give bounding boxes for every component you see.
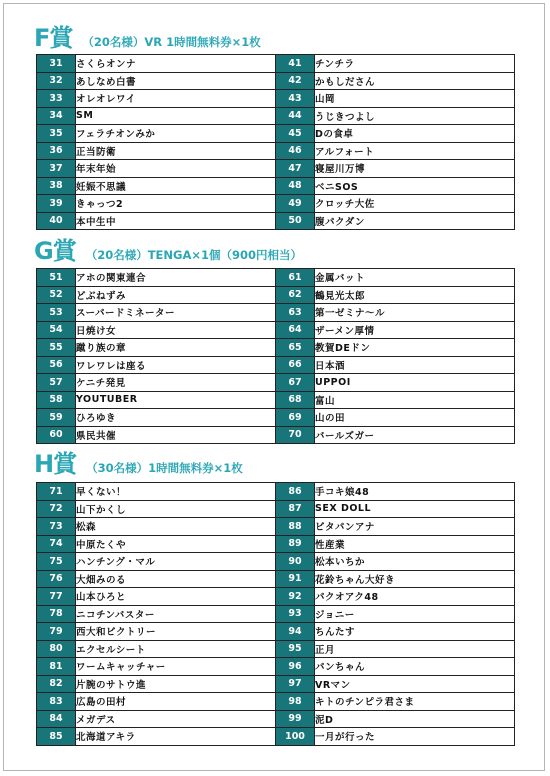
- table-row: [37, 125, 515, 143]
- entry-name: スーパードミネーター: [76, 304, 276, 322]
- entry-number: 54: [37, 321, 76, 339]
- entry-number: 51: [37, 269, 76, 287]
- entry-name: 腹パクダン: [315, 212, 515, 230]
- table-row: [37, 55, 515, 73]
- entry-name: 北海道アキラ: [76, 728, 276, 746]
- table-row: [37, 658, 515, 676]
- entry-name: 一月が行った: [315, 728, 515, 746]
- entry-number: 33: [37, 90, 76, 108]
- table-row: [37, 675, 515, 693]
- entry-name: VRマン: [315, 675, 515, 693]
- entry-number: 90: [276, 553, 315, 571]
- entry-number: 57: [37, 374, 76, 392]
- entry-name: 早くない！: [76, 483, 276, 501]
- entry-name: ひろゆき: [76, 409, 276, 427]
- entry-number: 97: [276, 675, 315, 693]
- table-row: [37, 286, 515, 304]
- table-row: [37, 409, 515, 427]
- entry-number: 71: [37, 483, 76, 501]
- entry-name: かもしださん: [315, 72, 515, 90]
- entry-number: 53: [37, 304, 76, 322]
- table-row: [37, 212, 515, 230]
- entry-number: 93: [276, 605, 315, 623]
- table-row: [37, 269, 515, 287]
- entry-name: バールズガー: [315, 426, 515, 444]
- entry-name: ワレワレは座る: [76, 356, 276, 374]
- entry-name: 第一ゼミナ〜ル: [315, 304, 515, 322]
- entry-name: 教賀DEドン: [315, 339, 515, 357]
- entry-name: きゃっつ2: [76, 195, 276, 213]
- table-row: [37, 339, 515, 357]
- entry-name: Dの食卓: [315, 125, 515, 143]
- section-subtitle: （30名様）1時間無料券×1枚: [86, 461, 243, 475]
- entry-number: 89: [276, 535, 315, 553]
- entry-name: さくらオンナ: [76, 55, 276, 73]
- entry-number: 70: [276, 426, 315, 444]
- entry-name: キトのチンピラ君さま: [315, 693, 515, 711]
- section-g-table: [36, 268, 515, 444]
- entry-number: 59: [37, 409, 76, 427]
- entry-name: クロッチ大佐: [315, 195, 515, 213]
- entry-number: 66: [276, 356, 315, 374]
- entry-number: 72: [37, 500, 76, 518]
- entry-name: ニコチンバスター: [76, 605, 276, 623]
- entry-number: 61: [276, 269, 315, 287]
- entry-number: 56: [37, 356, 76, 374]
- entry-number: 32: [37, 72, 76, 90]
- table-row: [37, 90, 515, 108]
- entry-name: 年末年始: [76, 160, 276, 178]
- entry-name: SEX DOLL: [315, 500, 515, 518]
- section-g-header: [34, 238, 302, 264]
- entry-number: 88: [276, 518, 315, 536]
- entry-name: オレオレワイ: [76, 90, 276, 108]
- section-title: G賞: [34, 237, 76, 265]
- section-h-table: [36, 482, 515, 746]
- table-row: [37, 535, 515, 553]
- entry-number: 94: [276, 623, 315, 641]
- entry-name: ビタパンアナ: [315, 518, 515, 536]
- table-row: [37, 693, 515, 711]
- table-row: [37, 177, 515, 195]
- entry-name: 松森: [76, 518, 276, 536]
- table-row: [37, 553, 515, 571]
- entry-number: 62: [276, 286, 315, 304]
- table-row: [37, 107, 515, 125]
- entry-number: 63: [276, 304, 315, 322]
- entry-name: 性産業: [315, 535, 515, 553]
- entry-name: 大畑みのる: [76, 570, 276, 588]
- entry-name: パクオアク48: [315, 588, 515, 606]
- entry-name: うじきつよし: [315, 107, 515, 125]
- entry-number: 79: [37, 623, 76, 641]
- entry-number: 69: [276, 409, 315, 427]
- entry-name: 蹴り族の章: [76, 339, 276, 357]
- entry-number: 76: [37, 570, 76, 588]
- entry-name: 鶴見光太郎: [315, 286, 515, 304]
- entry-name: ジョニー: [315, 605, 515, 623]
- entry-number: 41: [276, 55, 315, 73]
- entry-name: 泥D: [315, 710, 515, 728]
- entry-number: 75: [37, 553, 76, 571]
- entry-number: 50: [276, 212, 315, 230]
- table-row: [37, 426, 515, 444]
- table-row: [37, 518, 515, 536]
- entry-name: 寝屋川万博: [315, 160, 515, 178]
- table-row: [37, 500, 515, 518]
- entry-number: 99: [276, 710, 315, 728]
- table-row: [37, 374, 515, 392]
- entry-name: 手コキ娘48: [315, 483, 515, 501]
- entry-number: 38: [37, 177, 76, 195]
- entry-number: 78: [37, 605, 76, 623]
- table-row: [37, 195, 515, 213]
- table-row: [37, 321, 515, 339]
- entry-number: 73: [37, 518, 76, 536]
- entry-name: 日本酒: [315, 356, 515, 374]
- entry-number: 45: [276, 125, 315, 143]
- table-row: [37, 710, 515, 728]
- entry-number: 85: [37, 728, 76, 746]
- entry-name: 片腕のサトウ進: [76, 675, 276, 693]
- table-row: [37, 728, 515, 746]
- entry-number: 98: [276, 693, 315, 711]
- entry-name: 山岡: [315, 90, 515, 108]
- section-h-header: [34, 451, 243, 477]
- table-row: [37, 142, 515, 160]
- entry-number: 81: [37, 658, 76, 676]
- entry-name: 日焼け女: [76, 321, 276, 339]
- entry-number: 44: [276, 107, 315, 125]
- entry-name: 松本いちか: [315, 553, 515, 571]
- entry-name: YOUTUBER: [76, 391, 276, 409]
- entry-number: 34: [37, 107, 76, 125]
- entry-number: 43: [276, 90, 315, 108]
- entry-number: 91: [276, 570, 315, 588]
- entry-number: 46: [276, 142, 315, 160]
- entry-number: 100: [276, 728, 315, 746]
- entry-name: ちんたす: [315, 623, 515, 641]
- entry-name: 本中生中: [76, 212, 276, 230]
- section-f-header: [34, 25, 261, 51]
- entry-number: 64: [276, 321, 315, 339]
- entry-name: SM: [76, 107, 276, 125]
- entry-name: 正月: [315, 640, 515, 658]
- table-row: [37, 391, 515, 409]
- entry-name: ケニチ発見: [76, 374, 276, 392]
- entry-number: 58: [37, 391, 76, 409]
- entry-name: 金属バット: [315, 269, 515, 287]
- entry-number: 36: [37, 142, 76, 160]
- section-subtitle: （20名様）VR 1時間無料券×1枚: [82, 35, 261, 49]
- entry-number: 82: [37, 675, 76, 693]
- entry-name: あしなめ白書: [76, 72, 276, 90]
- entry-name: 富山: [315, 391, 515, 409]
- entry-number: 39: [37, 195, 76, 213]
- entry-number: 96: [276, 658, 315, 676]
- entry-number: 86: [276, 483, 315, 501]
- entry-number: 95: [276, 640, 315, 658]
- section-title: H賞: [34, 450, 77, 478]
- table-row: [37, 356, 515, 374]
- entry-name: 中原たくや: [76, 535, 276, 553]
- entry-number: 67: [276, 374, 315, 392]
- entry-number: 92: [276, 588, 315, 606]
- entry-number: 48: [276, 177, 315, 195]
- entry-name: エクセルシート: [76, 640, 276, 658]
- table-row: [37, 588, 515, 606]
- entry-number: 49: [276, 195, 315, 213]
- entry-name: 正当防衛: [76, 142, 276, 160]
- entry-number: 40: [37, 212, 76, 230]
- entry-number: 35: [37, 125, 76, 143]
- entry-number: 74: [37, 535, 76, 553]
- entry-number: 68: [276, 391, 315, 409]
- entry-name: 山下かくし: [76, 500, 276, 518]
- entry-number: 37: [37, 160, 76, 178]
- entry-name: アホの関東連合: [76, 269, 276, 287]
- entry-name: パンちゃん: [315, 658, 515, 676]
- entry-name: 西大和ビクトリー: [76, 623, 276, 641]
- entry-number: 65: [276, 339, 315, 357]
- section-f-table: [36, 54, 515, 230]
- entry-number: 60: [37, 426, 76, 444]
- entry-name: 山の田: [315, 409, 515, 427]
- table-row: [37, 483, 515, 501]
- entry-number: 55: [37, 339, 76, 357]
- entry-number: 52: [37, 286, 76, 304]
- entry-name: どぶねずみ: [76, 286, 276, 304]
- entry-name: 花鈴ちゃん大好き: [315, 570, 515, 588]
- entry-name: メガデス: [76, 710, 276, 728]
- entry-name: 広島の田村: [76, 693, 276, 711]
- section-title: F賞: [34, 24, 73, 52]
- entry-number: 77: [37, 588, 76, 606]
- entry-name: フェラチオンみか: [76, 125, 276, 143]
- entry-number: 31: [37, 55, 76, 73]
- entry-name: ワームキャッチャー: [76, 658, 276, 676]
- entry-number: 87: [276, 500, 315, 518]
- table-row: [37, 570, 515, 588]
- entry-name: UPPOI: [315, 374, 515, 392]
- entry-name: ザーメン厚情: [315, 321, 515, 339]
- entry-number: 84: [37, 710, 76, 728]
- table-row: [37, 72, 515, 90]
- entry-number: 80: [37, 640, 76, 658]
- table-row: [37, 605, 515, 623]
- entry-name: チンチラ: [315, 55, 515, 73]
- entry-number: 83: [37, 693, 76, 711]
- section-subtitle: （20名様）TENGA×1個（900円相当）: [85, 248, 303, 262]
- entry-name: 山本ひろと: [76, 588, 276, 606]
- table-row: [37, 304, 515, 322]
- table-row: [37, 160, 515, 178]
- entry-name: 妊娠不思議: [76, 177, 276, 195]
- entry-number: 47: [276, 160, 315, 178]
- table-row: [37, 640, 515, 658]
- entry-name: ベニSOS: [315, 177, 515, 195]
- entry-name: ハンチング・マル: [76, 553, 276, 571]
- entry-name: 県民共催: [76, 426, 276, 444]
- entry-name: アルフォート: [315, 142, 515, 160]
- table-row: [37, 623, 515, 641]
- entry-number: 42: [276, 72, 315, 90]
